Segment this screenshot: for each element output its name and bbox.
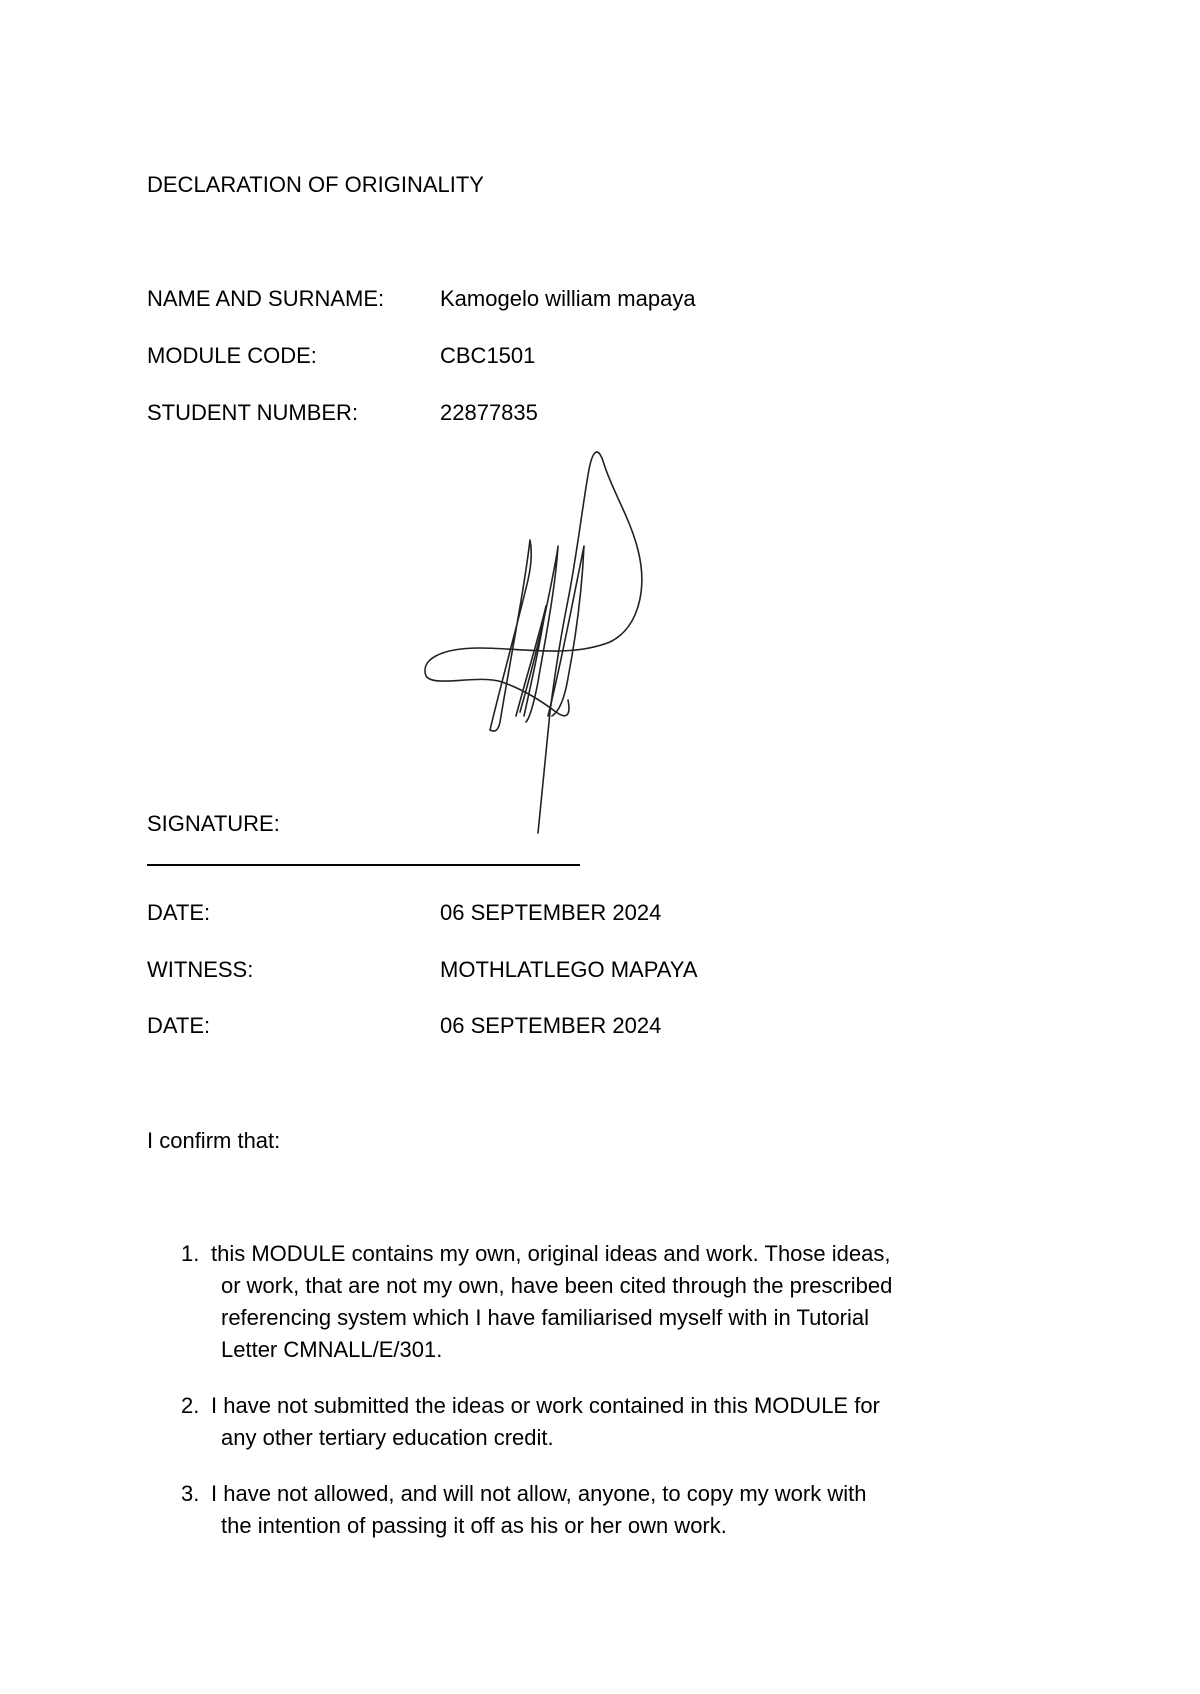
- student-number-label: STUDENT NUMBER:: [147, 400, 359, 425]
- signature-line: [147, 864, 580, 866]
- confirm-intro: I confirm that:: [147, 1128, 281, 1153]
- module-code-value: CBC1501: [440, 343, 536, 368]
- item-line: or work, that are not my own, have been cited through the prescribed: [221, 1273, 893, 1298]
- document-title: DECLARATION OF ORIGINALITY: [147, 172, 484, 197]
- witness-date-label: DATE:: [147, 1013, 211, 1038]
- signature-date-label: DATE:: [147, 900, 211, 925]
- item-text: I have not submitted the ideas or work contained in this MODULE for: [211, 1393, 880, 1418]
- item-number: 2.: [181, 1393, 200, 1418]
- handwritten-signature: [420, 450, 670, 840]
- witness-value: MOTHLATLEGO MAPAYA: [440, 957, 698, 982]
- item-line: [181, 1238, 1051, 1270]
- item-line: [181, 1390, 1051, 1422]
- confirmation-item: [181, 1390, 1051, 1454]
- item-number: 1.: [181, 1241, 200, 1266]
- student-number-value: 22877835: [440, 400, 538, 425]
- signature-label: SIGNATURE:: [147, 811, 280, 836]
- item-text: this MODULE contains my own, original ideas and work. Those ideas,: [211, 1241, 891, 1266]
- item-number: 3.: [181, 1481, 200, 1506]
- confirmation-item: [181, 1478, 1051, 1542]
- signature-date-value: 06 SEPTEMBER 2024: [440, 900, 662, 925]
- module-code-label: MODULE CODE:: [147, 343, 317, 368]
- witness-date-value: 06 SEPTEMBER 2024: [440, 1013, 662, 1038]
- name-label: NAME AND SURNAME:: [147, 286, 385, 311]
- item-line: [181, 1478, 1051, 1510]
- item-line: any other tertiary education credit.: [221, 1425, 554, 1450]
- item-line: Letter CMNALL/E/301.: [221, 1337, 443, 1362]
- confirmation-item: [181, 1238, 1051, 1366]
- witness-label: WITNESS:: [147, 957, 254, 982]
- item-line: the intention of passing it off as his or her own work.: [221, 1513, 727, 1538]
- item-line: referencing system which I have familiarised myself with in Tutorial: [221, 1305, 870, 1330]
- item-text: I have not allowed, and will not allow, anyone, to copy my work with: [211, 1481, 867, 1506]
- name-value: Kamogelo william mapaya: [440, 286, 696, 311]
